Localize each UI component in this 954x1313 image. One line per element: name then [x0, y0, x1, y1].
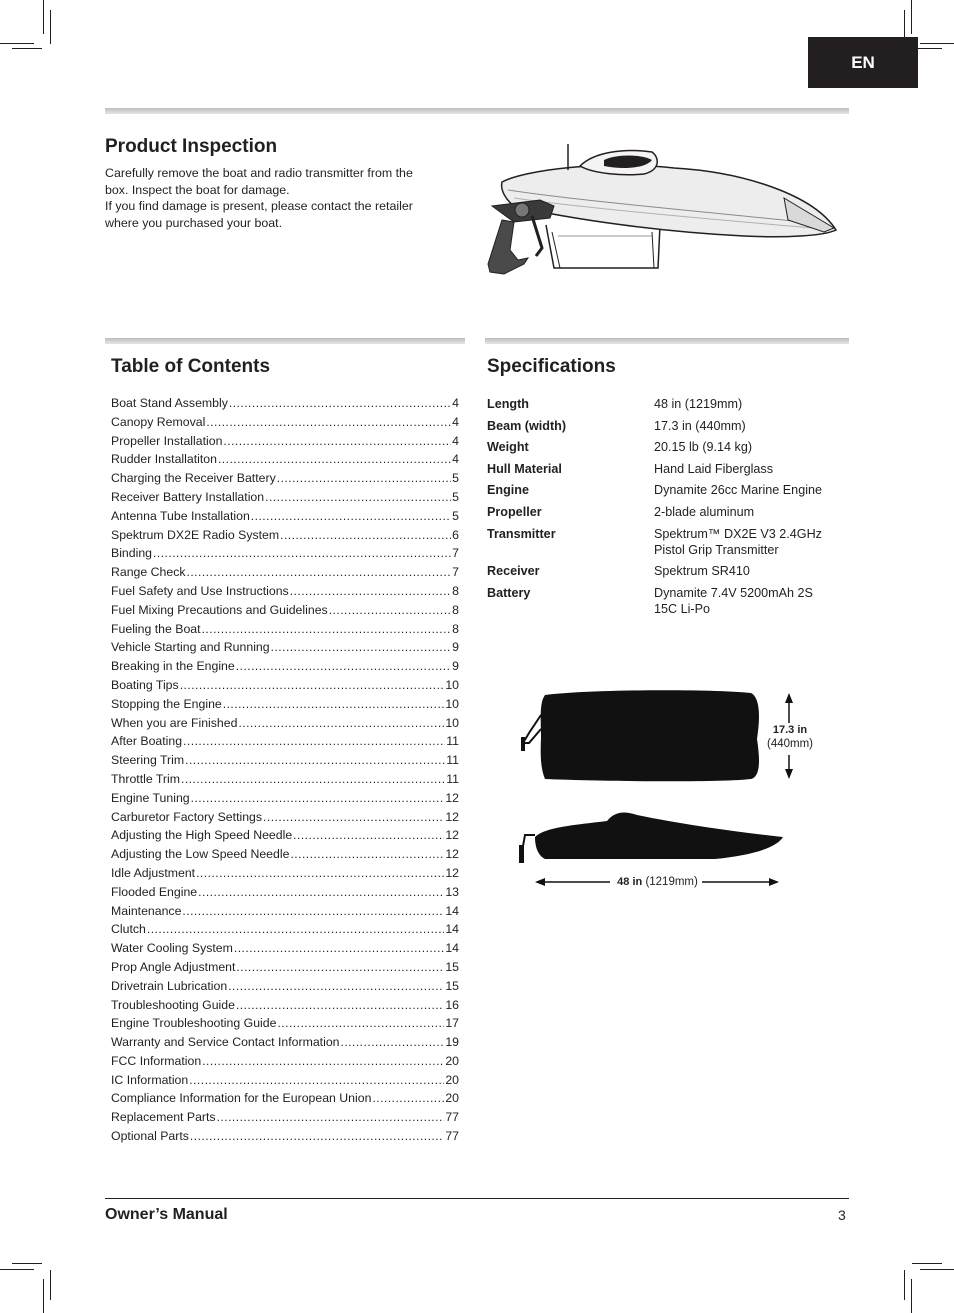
- spec-row: [487, 461, 849, 477]
- toc-entry-page: 12: [445, 828, 459, 843]
- toc-entry[interactable]: [111, 734, 459, 753]
- toc-leader-dots: [147, 922, 444, 936]
- toc-list: [111, 396, 459, 1148]
- toc-entry[interactable]: [111, 434, 459, 453]
- toc-leader-dots: [187, 565, 452, 579]
- toc-entry[interactable]: [111, 396, 459, 415]
- toc-entry-title: Engine Tuning: [111, 790, 190, 805]
- toc-entry[interactable]: [111, 866, 459, 885]
- spec-value: 17.3 in (440mm): [654, 418, 746, 433]
- toc-entry-title: Warranty and Service Contact Information: [111, 1035, 340, 1050]
- toc-entry-title: Carburetor Factory Settings: [111, 809, 263, 824]
- crop-mark: [50, 10, 51, 44]
- toc-entry[interactable]: [111, 960, 459, 979]
- toc-leader-dots: [223, 697, 445, 711]
- toc-entry-page: 12: [445, 847, 459, 862]
- toc-entry-title: Vehicle Starting and Running: [111, 640, 270, 655]
- toc-entry[interactable]: [111, 791, 459, 810]
- toc-entry-page: 12: [445, 809, 459, 824]
- toc-entry[interactable]: [111, 678, 459, 697]
- toc-entry[interactable]: [111, 1091, 459, 1110]
- specifications-table: [487, 396, 849, 622]
- toc-entry-page: 8: [452, 602, 459, 617]
- toc-entry-page: 10: [445, 696, 459, 711]
- toc-entry[interactable]: [111, 1110, 459, 1129]
- beam-metric: (440mm): [766, 738, 813, 750]
- length-value: 48 in: [617, 876, 643, 888]
- toc-leader-dots: [180, 678, 445, 692]
- spec-label: Propeller: [487, 504, 542, 519]
- toc-entry-page: 7: [452, 565, 459, 580]
- spec-row: [487, 418, 849, 434]
- section-rule: [485, 338, 849, 344]
- toc-leader-dots: [229, 396, 451, 410]
- crop-mark: [904, 1270, 905, 1300]
- footer-rule: [105, 1198, 849, 1199]
- toc-entry[interactable]: [111, 452, 459, 471]
- toc-leader-dots: [189, 1073, 444, 1087]
- spec-row: [487, 526, 849, 558]
- toc-entry-page: 16: [445, 997, 459, 1012]
- toc-leader-dots: [271, 640, 452, 654]
- spec-value: Spektrum™ DX2E V3 2.4GHz Pistol Grip Transmitter: [654, 526, 822, 557]
- toc-entry-page: 5: [452, 489, 459, 504]
- toc-entry-title: Binding: [111, 546, 153, 561]
- toc-entry-page: 11: [446, 734, 459, 749]
- toc-entry-title: Fuel Mixing Precautions and Guidelines: [111, 602, 328, 617]
- spec-value: Dynamite 26cc Marine Engine: [654, 483, 822, 498]
- boat-dimension-diagram: [515, 685, 805, 900]
- toc-entry-title: Propeller Installation: [111, 433, 223, 448]
- crop-mark: [912, 1263, 942, 1264]
- spec-row: [487, 504, 849, 520]
- toc-leader-dots: [223, 434, 451, 448]
- toc-entry-title: Fueling the Boat: [111, 621, 201, 636]
- toc-entry[interactable]: [111, 922, 459, 941]
- toc-leader-dots: [277, 1016, 444, 1030]
- toc-leader-dots: [234, 941, 444, 955]
- inspection-paragraph: [105, 165, 465, 231]
- toc-entry-page: 17: [445, 1016, 459, 1031]
- footer-title: Owner’s Manual: [105, 1206, 228, 1223]
- toc-entry-title: Throttle Trim: [111, 771, 181, 786]
- toc-leader-dots: [198, 885, 444, 899]
- toc-entry[interactable]: [111, 697, 459, 716]
- toc-entry-page: 9: [452, 640, 459, 655]
- toc-leader-dots: [236, 998, 444, 1012]
- toc-entry-page: 77: [445, 1110, 459, 1125]
- toc-entry-page: 4: [452, 452, 459, 467]
- toc-entry-title: Flooded Engine: [111, 884, 198, 899]
- toc-leader-dots: [206, 415, 451, 429]
- specifications-heading: Specifications: [487, 356, 616, 377]
- toc-leader-dots: [277, 471, 451, 485]
- spec-label: Length: [487, 397, 529, 411]
- toc-entry-title: When you are Finished: [111, 715, 238, 730]
- toc-entry-title: Stopping the Engine: [111, 696, 222, 711]
- toc-entry-title: Rudder Installatiton: [111, 452, 217, 467]
- paragraph-line: where you purchased your boat.: [105, 215, 283, 230]
- toc-entry-title: Receiver Battery Installation: [111, 489, 265, 504]
- language-tab: EN: [808, 37, 918, 88]
- toc-entry[interactable]: [111, 979, 459, 998]
- toc-entry-title: Steering Trim: [111, 753, 185, 768]
- toc-leader-dots: [185, 753, 445, 767]
- crop-mark: [12, 1263, 42, 1264]
- toc-entry-page: 8: [452, 621, 459, 636]
- crop-mark: [920, 43, 954, 44]
- toc-entry-title: Optional Parts: [111, 1129, 189, 1144]
- spec-row: [487, 439, 849, 455]
- toc-entry-page: 10: [445, 677, 459, 692]
- paragraph-line: box. Inspect the boat for damage.: [105, 182, 290, 197]
- toc-entry-page: 15: [445, 959, 459, 974]
- toc-leader-dots: [263, 810, 444, 824]
- crop-mark: [0, 43, 34, 44]
- toc-entry[interactable]: [111, 546, 459, 565]
- toc-entry[interactable]: [111, 941, 459, 960]
- spec-value: Hand Laid Fiberglass: [654, 461, 774, 476]
- toc-leader-dots: [251, 509, 451, 523]
- crop-mark: [920, 1269, 954, 1270]
- toc-entry-title: Adjusting the Low Speed Needle: [111, 847, 290, 862]
- length-dimension-label: [610, 875, 705, 889]
- toc-entry-page: 5: [452, 508, 459, 523]
- crop-mark: [911, 0, 912, 34]
- toc-entry[interactable]: [111, 528, 459, 547]
- toc-entry-title: Breaking in the Engine: [111, 659, 235, 674]
- spec-row: [487, 482, 849, 498]
- toc-entry-page: 11: [446, 771, 459, 786]
- toc-entry-page: 13: [445, 884, 459, 899]
- toc-leader-dots: [329, 603, 451, 617]
- toc-entry[interactable]: [111, 885, 459, 904]
- toc-leader-dots: [280, 528, 451, 542]
- toc-entry-page: 20: [445, 1053, 459, 1068]
- toc-entry-title: Adjusting the High Speed Needle: [111, 828, 293, 843]
- toc-entry-page: 4: [452, 433, 459, 448]
- toc-entry-page: 20: [445, 1072, 459, 1087]
- toc-entry-page: 7: [452, 546, 459, 561]
- toc-entry-title: Maintenance: [111, 903, 182, 918]
- toc-entry-title: Engine Troubleshooting Guide: [111, 1016, 277, 1031]
- toc-entry-title: Clutch: [111, 922, 146, 937]
- toc-entry-page: 14: [445, 903, 459, 918]
- paragraph-line: Carefully remove the boat and radio transmitter from the: [105, 166, 413, 180]
- toc-entry-title: Boating Tips: [111, 677, 179, 692]
- toc-heading: Table of Contents: [111, 356, 271, 377]
- spec-label: Receiver: [487, 564, 540, 579]
- toc-entry-title: Compliance Information for the European Union: [111, 1091, 372, 1106]
- crop-mark: [911, 1279, 912, 1313]
- toc-entry-title: Boat Stand Assembly: [111, 396, 228, 410]
- toc-entry-title: Spektrum DX2E Radio System: [111, 527, 280, 542]
- crop-mark: [43, 0, 44, 34]
- toc-entry-page: 14: [445, 922, 459, 937]
- toc-entry-title: Replacement Parts: [111, 1110, 216, 1125]
- toc-leader-dots: [290, 584, 451, 598]
- toc-entry[interactable]: [111, 565, 459, 584]
- toc-leader-dots: [153, 546, 451, 560]
- toc-entry-page: 11: [446, 753, 459, 768]
- toc-entry[interactable]: [111, 490, 459, 509]
- toc-entry-page: 77: [445, 1129, 459, 1144]
- toc-leader-dots: [202, 622, 452, 636]
- toc-entry-title: Antenna Tube Installation: [111, 508, 250, 523]
- toc-entry-title: Charging the Receiver Battery: [111, 471, 276, 486]
- toc-leader-dots: [182, 904, 444, 918]
- toc-entry-page: 9: [452, 659, 459, 674]
- section-rule: [105, 108, 849, 114]
- toc-entry-title: Troubleshooting Guide: [111, 997, 235, 1012]
- toc-entry-title: IC Information: [111, 1072, 189, 1087]
- toc-leader-dots: [236, 960, 444, 974]
- beam-dimension-label: [760, 723, 820, 751]
- product-inspection-heading: Product Inspection: [105, 136, 278, 157]
- toc-leader-dots: [265, 490, 451, 504]
- boat-and-transmitter-illustration: [484, 140, 854, 280]
- toc-leader-dots: [372, 1091, 444, 1105]
- toc-entry-page: 8: [452, 583, 459, 598]
- toc-entry[interactable]: [111, 1073, 459, 1092]
- toc-entry[interactable]: [111, 509, 459, 528]
- toc-leader-dots: [217, 1110, 445, 1124]
- spec-label: Beam (width): [487, 418, 567, 433]
- spec-label: Transmitter: [487, 526, 556, 541]
- toc-entry[interactable]: [111, 810, 459, 829]
- toc-entry[interactable]: [111, 584, 459, 603]
- toc-entry-page: 20: [445, 1091, 459, 1106]
- toc-entry[interactable]: [111, 1035, 459, 1054]
- spec-label: Hull Material: [487, 461, 562, 476]
- toc-entry[interactable]: [111, 847, 459, 866]
- toc-entry[interactable]: [111, 622, 459, 641]
- toc-entry-page: 4: [452, 414, 459, 429]
- spec-row: [487, 396, 849, 412]
- toc-entry-title: FCC Information: [111, 1053, 202, 1068]
- crop-mark: [50, 1270, 51, 1300]
- toc-entry-title: After Boating: [111, 734, 183, 749]
- toc-entry[interactable]: [111, 415, 459, 434]
- spec-value: Spektrum SR410: [654, 564, 750, 579]
- toc-leader-dots: [218, 452, 451, 466]
- crop-mark: [43, 1279, 44, 1313]
- toc-leader-dots: [196, 866, 444, 880]
- toc-leader-dots: [181, 772, 445, 786]
- toc-entry-page: 10: [445, 715, 459, 730]
- toc-entry[interactable]: [111, 1016, 459, 1035]
- spec-row: [487, 563, 849, 579]
- toc-leader-dots: [202, 1054, 444, 1068]
- toc-leader-dots: [183, 734, 445, 748]
- section-rule: [105, 338, 465, 344]
- toc-entry-page: 19: [445, 1035, 459, 1050]
- toc-entry-title: Drivetrain Lubrication: [111, 978, 228, 993]
- spec-value: 2-blade aluminum: [654, 504, 755, 519]
- toc-entry-title: Canopy Removal: [111, 414, 206, 429]
- toc-leader-dots: [341, 1035, 445, 1049]
- toc-entry[interactable]: [111, 640, 459, 659]
- toc-entry[interactable]: [111, 998, 459, 1017]
- spec-label: Weight: [487, 440, 529, 455]
- toc-entry-page: 6: [452, 527, 459, 542]
- toc-leader-dots: [238, 716, 444, 730]
- spec-value: Dynamite 7.4V 5200mAh 2S 15C Li-Po: [654, 585, 813, 616]
- crop-mark: [12, 48, 42, 49]
- spec-value: 20.15 lb (9.14 kg): [654, 440, 753, 455]
- toc-entry-title: Prop Angle Adjustment: [111, 959, 236, 974]
- length-metric: (1219mm): [645, 876, 698, 888]
- toc-entry[interactable]: [111, 603, 459, 622]
- toc-leader-dots: [228, 979, 444, 993]
- beam-value: 17.3 in: [772, 724, 808, 736]
- toc-entry[interactable]: [111, 716, 459, 735]
- toc-entry[interactable]: [111, 772, 459, 791]
- toc-entry-page: 4: [452, 396, 459, 410]
- toc-leader-dots: [190, 1129, 444, 1143]
- toc-entry-page: 12: [445, 865, 459, 880]
- toc-leader-dots: [191, 791, 445, 805]
- toc-entry-page: 14: [445, 941, 459, 956]
- toc-entry[interactable]: [111, 1054, 459, 1073]
- toc-entry-title: Water Cooling System: [111, 941, 233, 956]
- toc-leader-dots: [236, 659, 451, 673]
- toc-leader-dots: [293, 828, 444, 842]
- toc-entry-page: 12: [445, 790, 459, 805]
- toc-entry-page: 5: [452, 471, 459, 486]
- toc-entry-page: 15: [445, 978, 459, 993]
- paragraph-line: If you find damage is present, please contact the retailer: [105, 199, 413, 213]
- toc-entry[interactable]: [111, 904, 459, 923]
- toc-entry-title: Fuel Safety and Use Instructions: [111, 583, 289, 598]
- spec-value: 48 in (1219mm): [654, 397, 743, 411]
- toc-entry-title: Range Check: [111, 565, 186, 580]
- toc-entry-title: Idle Adjustment: [111, 865, 196, 880]
- page-number: 3: [838, 1207, 846, 1223]
- toc-entry[interactable]: [111, 753, 459, 772]
- toc-entry[interactable]: [111, 471, 459, 490]
- spec-row: [487, 585, 849, 617]
- spec-label: Battery: [487, 585, 531, 600]
- toc-leader-dots: [290, 847, 444, 861]
- spec-label: Engine: [487, 483, 529, 498]
- toc-entry[interactable]: [111, 659, 459, 678]
- crop-mark: [0, 1269, 34, 1270]
- toc-entry[interactable]: [111, 828, 459, 847]
- toc-entry[interactable]: [111, 1129, 459, 1148]
